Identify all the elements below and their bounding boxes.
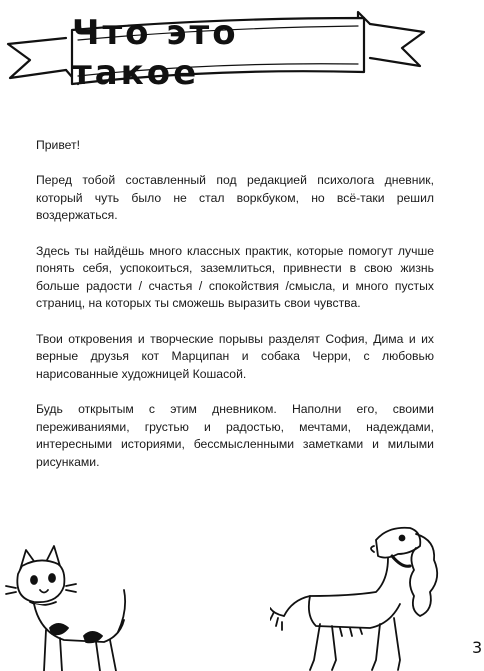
paragraph-characters: Твои откровения и творческие порывы разделят София, Дима и их верные друзья кот Марципан и собака Черри, с любовью нарисованные художницей Кошасой. (36, 331, 434, 381)
paragraph-greeting: Привет! (36, 138, 81, 152)
page-title: Что это такое (72, 13, 239, 93)
paragraph-invitation: Будь открытым с этим дневником. Наполни его, своими переживаниями, грустью и радостью, мечтами, надеждами, интересными историями, бессмысленными заметками и милыми рисунками. (36, 401, 434, 469)
dog-illustration (270, 520, 470, 671)
intro-text (36, 137, 434, 489)
cat-illustration (0, 540, 130, 671)
page-number: 3 (472, 638, 483, 657)
paragraph-diary: Перед тобой составленный под редакцией психолога дневник, который чуть было не стал воркбуком, но всё-таки решил воздержаться. (36, 173, 434, 223)
paragraph-practices: Здесь ты найдёшь много классных практик, которые помогут лучше понять себя, успокоиться, заземлиться, привнести в свою жизнь больше радости / счастья / спокойствия /смысла, и много пустых страниц, на которых ты сможешь выразить свои чувства. (36, 243, 434, 311)
